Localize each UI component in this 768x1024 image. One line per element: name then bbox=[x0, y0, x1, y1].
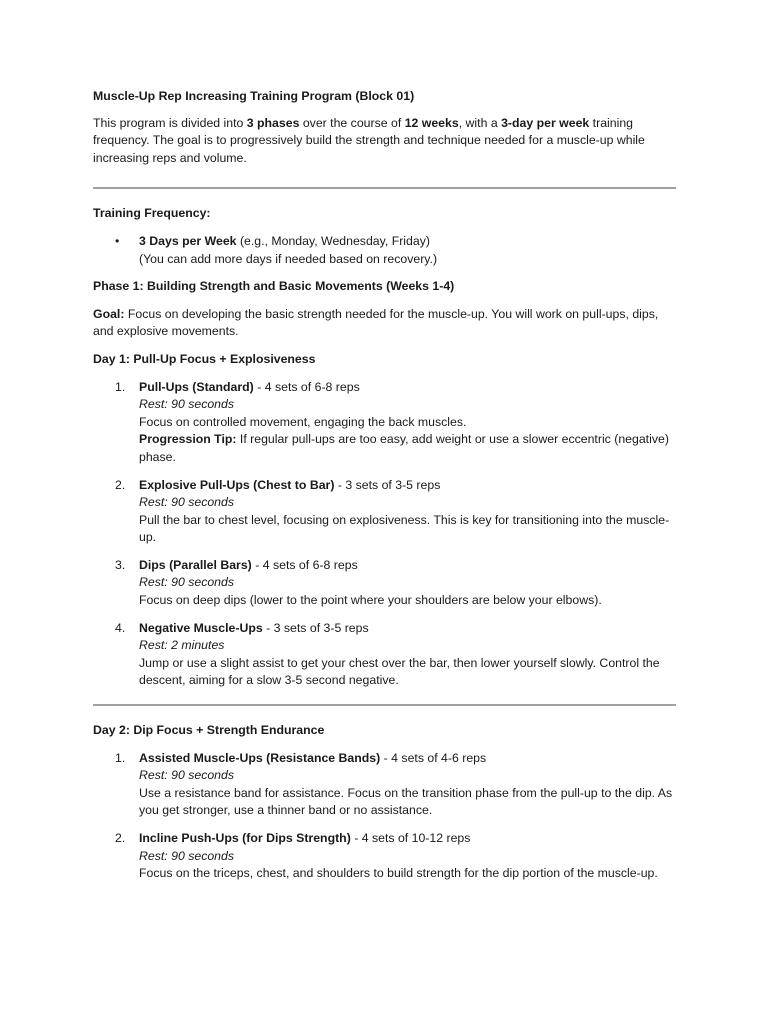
exercise-name: Pull-Ups (Standard) bbox=[139, 379, 254, 394]
exercise-description: Use a resistance band for assistance. Focus on the transition phase from the pull-up to the dip. As you get stronger, use a thinner band or no assistance. bbox=[139, 785, 673, 818]
exercise-sets: - 4 sets of 6-8 reps bbox=[253, 379, 360, 394]
phase1-goal: Goal: Focus on developing the basic strength needed for the muscle-up. You will work on pull-ups, dips, and explosive movements. bbox=[93, 306, 659, 339]
exercise-item bbox=[93, 379, 676, 467]
document-page bbox=[93, 88, 676, 893]
exercise-rest: Rest: 90 seconds bbox=[139, 848, 235, 863]
progression-tip-label: Progression Tip: bbox=[139, 432, 237, 447]
frequency-item: • 3 Days per Week (e.g., Monday, Wednesday, Friday) (You can add more days if needed based on recovery.) bbox=[115, 233, 438, 266]
exercise-sets: - 3 sets of 3-5 reps bbox=[334, 477, 441, 492]
day2-heading: Day 2: Dip Focus + Strength Endurance bbox=[93, 723, 325, 738]
item-number: 2. bbox=[115, 831, 126, 845]
exercise-rest: Rest: 90 seconds bbox=[139, 768, 235, 783]
exercise-name: Assisted Muscle-Ups (Resistance Bands) bbox=[139, 750, 381, 765]
item-number: 1. bbox=[115, 750, 126, 765]
exercise-sets: - 3 sets of 3-5 reps bbox=[262, 620, 369, 635]
frequency-heading: Training Frequency: bbox=[93, 206, 211, 221]
divider bbox=[93, 704, 676, 706]
day2-exercise-list bbox=[93, 750, 676, 883]
item-number: 1. bbox=[115, 379, 126, 394]
exercise-description: Jump or use a slight assist to get your chest over the bar, then lower yourself slowly. Control the descent, aiming for a slow 3-5 second negative. bbox=[139, 655, 660, 688]
progression-tip-text: If regular pull-ups are too easy, add weight or use a slower eccentric (negative) phase. bbox=[139, 432, 669, 464]
frequency-note: (You can add more days if needed based on recovery.) bbox=[139, 251, 438, 266]
intro-paragraph: This program is divided into 3 phases over the course of 12 weeks, with a 3-day per week training frequency. The goal is to progressively build the strength and technique needed for a muscle-up while increasing reps and volume. bbox=[93, 115, 645, 165]
exercise-sets: - 4 sets of 10-12 reps bbox=[350, 831, 471, 845]
exercise-rest: Rest: 2 minutes bbox=[139, 638, 225, 653]
exercise-item bbox=[93, 557, 676, 610]
item-number: 4. bbox=[115, 620, 126, 635]
exercise-sets: - 4 sets of 4-6 reps bbox=[380, 750, 487, 765]
exercise-name: Dips (Parallel Bars) bbox=[139, 557, 252, 572]
phase1-heading: Phase 1: Building Strength and Basic Movements (Weeks 1-4) bbox=[93, 279, 455, 294]
divider bbox=[93, 187, 676, 189]
exercise-item bbox=[93, 750, 676, 820]
bullet-icon: • bbox=[115, 233, 120, 248]
exercise-item bbox=[93, 620, 676, 690]
exercise-description: Pull the bar to chest level, focusing on explosiveness. This is key for transitioning into the muscle-up. bbox=[139, 512, 670, 545]
exercise-sets: - 4 sets of 6-8 reps bbox=[251, 557, 358, 572]
item-number: 2. bbox=[115, 477, 126, 492]
exercise-name: Explosive Pull-Ups (Chest to Bar) bbox=[139, 477, 335, 492]
day1-exercise-list bbox=[93, 379, 676, 691]
item-number: 3. bbox=[115, 557, 126, 572]
exercise-item bbox=[93, 477, 676, 547]
frequency-list bbox=[93, 233, 676, 268]
exercise-rest: Rest: 90 seconds bbox=[139, 397, 235, 412]
document-title: Muscle-Up Rep Increasing Training Program (Block 01) bbox=[93, 89, 415, 103]
exercise-description: Focus on controlled movement, engaging the back muscles. bbox=[139, 414, 467, 429]
exercise-item bbox=[93, 830, 676, 883]
exercise-description: Focus on deep dips (lower to the point where your shoulders are below your elbows). bbox=[139, 593, 602, 608]
exercise-rest: Rest: 90 seconds bbox=[139, 495, 235, 510]
exercise-rest: Rest: 90 seconds bbox=[139, 575, 235, 590]
exercise-description: Focus on the triceps, chest, and shoulders to build strength for the dip portion of the muscle-up. bbox=[139, 866, 658, 881]
day1-heading: Day 1: Pull-Up Focus + Explosiveness bbox=[93, 351, 316, 366]
exercise-name: Incline Push-Ups (for Dips Strength) bbox=[139, 831, 351, 845]
exercise-name: Negative Muscle-Ups bbox=[139, 620, 263, 635]
